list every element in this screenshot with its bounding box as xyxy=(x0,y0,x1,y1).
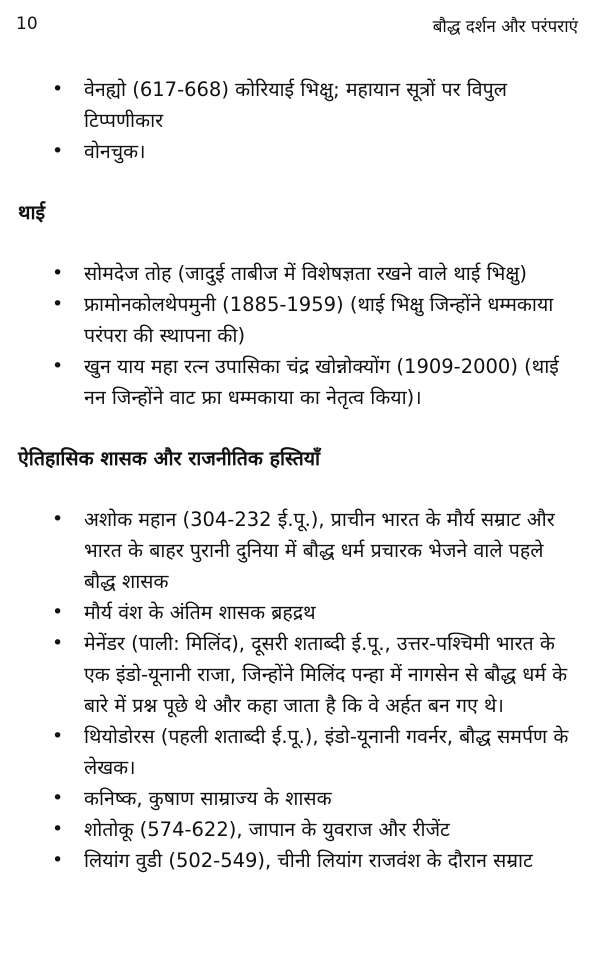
page-body xyxy=(0,74,600,876)
bullet-icon: • xyxy=(52,601,64,623)
bullet-icon: • xyxy=(52,293,64,315)
list-item: • लियांग वुडी (502-549), चीनी लियांग राजवंश के दौरान सम्राट xyxy=(0,845,600,876)
list-item: • मौर्य वंश के अंतिम शासक ब्रहद्रथ xyxy=(0,597,600,628)
bullet-icon: • xyxy=(52,632,64,654)
list-item: • सोमदेज तोह (जादुई ताबीज में विशेषज्ञता रखने वाले थाई भिक्षु) xyxy=(0,258,600,289)
korean-monks-list xyxy=(0,74,600,167)
list-item: • कनिष्क, कुषाण साम्राज्य के शासक xyxy=(0,783,600,814)
bullet-icon: • xyxy=(52,787,64,809)
bullet-icon: • xyxy=(52,818,64,840)
list-item: • फ्रामोनकोलथेपमुनी (1885-1959) (थाई भिक्षु जिन्होंने धम्मकाया परंपरा की स्थापना की) xyxy=(0,289,600,351)
page-header xyxy=(0,0,600,40)
list-item: • मेनेंडर (पाली: मिलिंद), दूसरी शताब्दी ई.पू., उत्तर-पश्चिमी भारत के एक इंडो-यूनानी राजा, जिन्होंने मिलिंद पन्हा में नागसेन से बौद्ध धर्म के बारे में प्रश्न पूछे थे और कहा जाता है कि वे अर्हत बन गए थे। xyxy=(0,628,600,721)
bullet-icon: • xyxy=(52,140,64,162)
list-item: • वोनचुक। xyxy=(0,136,600,167)
bullet-icon: • xyxy=(52,262,64,284)
list-item: • शोतोकू (574-622), जापान के युवराज और रीजेंट xyxy=(0,814,600,845)
list-item: • वेनह्यो (617-668) कोरियाई भिक्षु; महायान सूत्रों पर विपुल टिप्पणीकार xyxy=(0,74,600,136)
section-heading-thai: थाई xyxy=(18,201,46,224)
bullet-icon: • xyxy=(52,725,64,747)
rulers-list xyxy=(0,504,600,876)
list-item: • खुन याय महा रत्न उपासिका चंद्र खोन्नोक्योंग (1909-2000) (थाई नन जिन्होंने वाट फ्रा धम्मकाया का नेतृत्व किया)। xyxy=(0,351,600,413)
bullet-icon: • xyxy=(52,849,64,871)
bullet-icon: • xyxy=(52,508,64,530)
list-item: • थियोडोरस (पहली शताब्दी ई.पू.), इंडो-यूनानी गवर्नर, बौद्ध समर्पण के लेखक। xyxy=(0,721,600,783)
page-number: 10 xyxy=(16,14,38,34)
bullet-icon: • xyxy=(52,78,64,100)
section-heading-rulers: ऐतिहासिक शासक और राजनीतिक हस्तियाँ xyxy=(18,447,321,470)
list-item: • अशोक महान (304-232 ई.पू.), प्राचीन भारत के मौर्य सम्राट और भारत के बाहर पुरानी दुनिया में बौद्ध धर्म प्रचारक भेजने वाले पहले बौद्ध शासक xyxy=(0,504,600,597)
bullet-icon: • xyxy=(52,355,64,377)
running-title: बौद्ध दर्शन और परंपराएं xyxy=(432,17,578,37)
thai-list xyxy=(0,258,600,413)
